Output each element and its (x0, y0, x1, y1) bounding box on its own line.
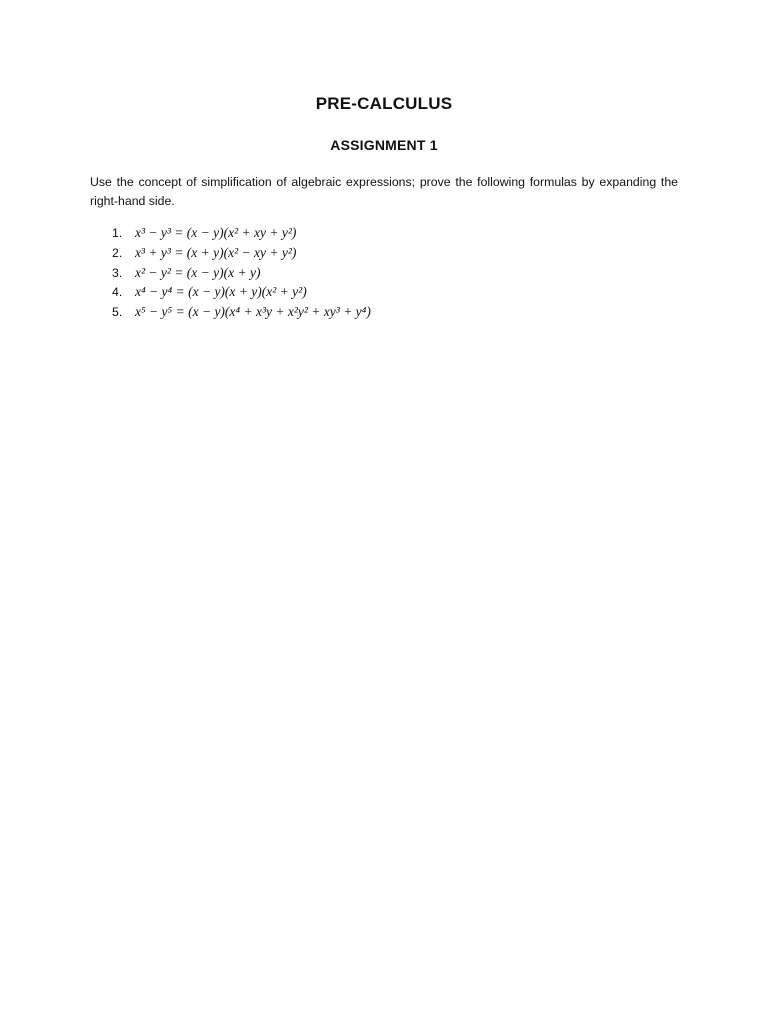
list-item-number: 1. (112, 226, 123, 240)
page-title: PRE-CALCULUS (315, 94, 453, 113)
formula-expression: x⁵ − y⁵ = (x − y)(x⁴ + x³y + x²y² + xy³ + y⁴) (135, 304, 371, 320)
instructions-paragraph: Use the concept of simplification of algebraic expressions; prove the following formulas by expanding the right-hand side. (90, 175, 678, 208)
formula-expression: x² − y² = (x − y)(x + y) (135, 264, 261, 280)
list-item (112, 245, 371, 265)
list-item-number: 3. (112, 265, 123, 280)
list-item (112, 304, 371, 324)
formula-expression: x⁴ − y⁴ = (x − y)(x + y)(x² + y²) (135, 284, 307, 300)
list-item-number: 4. (112, 285, 123, 300)
list-item (112, 284, 371, 304)
formula-expression: x³ + y³ = (x + y)(x² − xy + y²) (135, 244, 297, 260)
list-item (112, 265, 371, 285)
list-item-number: 2. (112, 245, 123, 260)
list-item (112, 225, 371, 245)
formula-expression: x³ − y³ = (x − y)(x² + xy + y²) (135, 225, 297, 240)
list-item-number: 5. (112, 305, 123, 320)
formula-list (112, 225, 371, 324)
assignment-heading: ASSIGNMENT 1 (330, 137, 438, 153)
